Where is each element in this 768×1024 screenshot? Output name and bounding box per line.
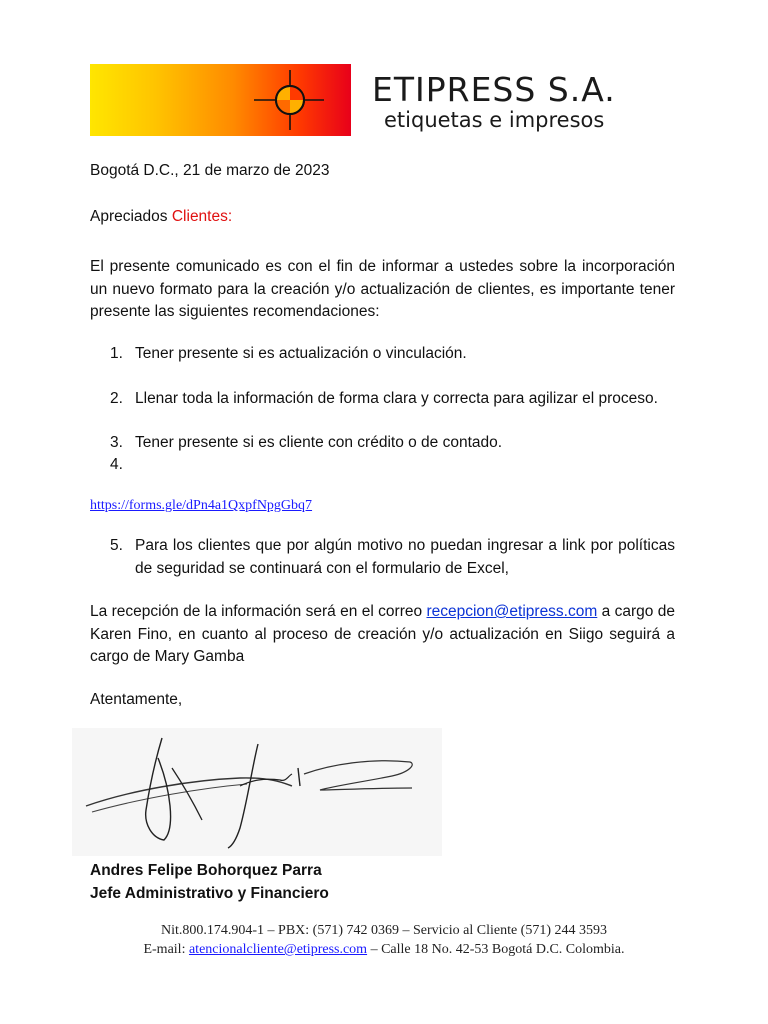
list-item-text: Para los clientes que por algún motivo no puedan ingresar a link por políticas de seguridad se continuará con el formulario de Excel, <box>135 537 675 577</box>
footer-email-label: E-mail: <box>143 942 189 957</box>
list-item <box>110 535 675 580</box>
footer-email-link[interactable]: atencionalcliente@etipress.com <box>188 942 368 957</box>
logo-crosshair-icon <box>254 70 324 130</box>
company-tagline: etiquetas e impresos <box>384 108 605 132</box>
form-link[interactable]: https://forms.gle/dPn4a1QxpfNpgGbq7 <box>90 498 313 513</box>
list-item-text: Llenar toda la información de forma clara y correcta para agilizar el proceso. <box>135 390 658 407</box>
list-item-number: 5. <box>110 537 123 554</box>
footer-contact-line: Nit.800.174.904-1 – PBX: (571) 742 0369 – Servicio al Cliente (571) 244 3593 <box>160 923 608 938</box>
greeting-prefix: Apreciados <box>90 208 172 225</box>
reception-paragraph <box>90 601 675 669</box>
list-item-number: 4. <box>110 456 123 473</box>
list-item <box>110 343 675 366</box>
list-item-text: Tener presente si es cliente con crédito o de contado. <box>135 434 503 451</box>
closing: Atentamente, <box>90 691 183 708</box>
greeting <box>90 206 675 229</box>
footer-email-line <box>0 942 768 958</box>
reception-text-after: a cargo de Karen Fino, en cuanto al proceso de creación y/o actualización en Siigo seguirá a cargo de Mary Gamba <box>90 603 675 665</box>
date-line: Bogotá D.C., 21 de marzo de 2023 <box>90 162 330 179</box>
list-item <box>110 388 675 411</box>
list-item-text: Tener presente si es actualización o vinculación. <box>135 345 467 362</box>
intro-paragraph: El presente comunicado es con el fin de informar a ustedes sobre la incorporación un nuevo formato para la creación y/o actualización de clientes, es importante tener presente las siguientes recomendaciones: <box>90 258 675 320</box>
footer-address: – Calle 18 No. 42-53 Bogotá D.C. Colombia. <box>367 942 625 957</box>
signature-image <box>72 728 442 856</box>
signer-title: Jefe Administrativo y Financiero <box>90 885 329 902</box>
reception-email-link[interactable]: recepcion@etipress.com <box>426 603 598 620</box>
list-item-number: 3. <box>110 434 123 451</box>
list-item-number: 2. <box>110 390 123 407</box>
reception-text-before: La recepción de la información será en el correo <box>90 603 427 620</box>
list-item <box>110 432 675 455</box>
list-item-number: 1. <box>110 345 123 362</box>
company-name: ETIPRESS S.A. <box>372 70 616 109</box>
greeting-highlight: Clientes: <box>171 208 233 225</box>
signer-name: Andres Felipe Bohorquez Parra <box>90 862 322 879</box>
